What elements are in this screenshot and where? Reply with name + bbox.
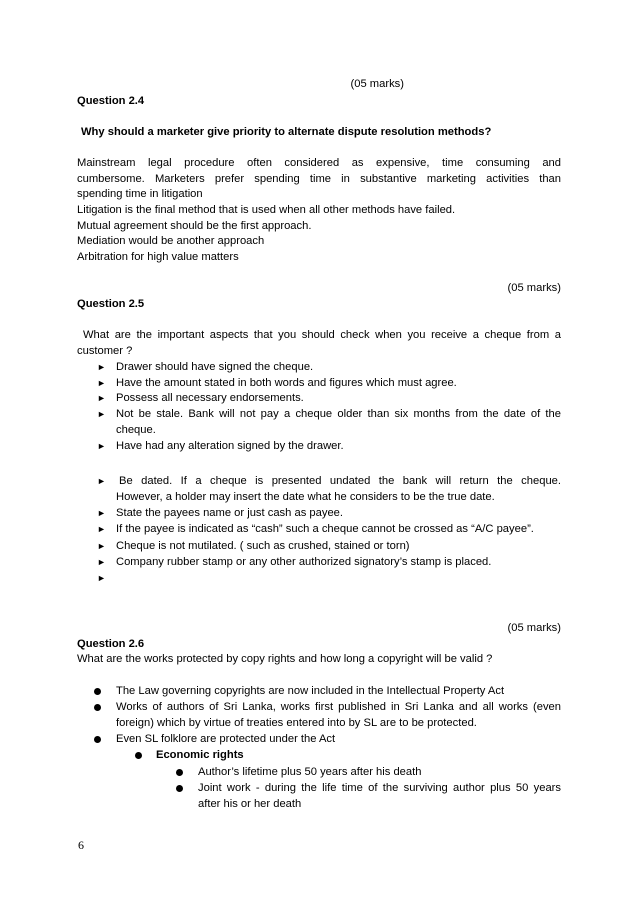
document-page [77,0,561,903]
bullet-arrow-icon: ► [97,524,106,534]
answer-line: cumbersome. Marketers prefer spending time in substantive marketing activities than [77,173,561,185]
sub-list-item-continuation: after his or her death [198,798,302,810]
marks-label: (05 marks) [507,622,561,634]
bullet-dot-icon [94,736,101,743]
bullet-arrow-icon: ► [97,362,106,372]
marks-label: (05 marks) [507,282,561,294]
list-item: If the payee is indicated as “cash” such a cheque cannot be crossed as “A/C payee”. [116,523,534,535]
sub-list-item: Author’s lifetime plus 50 years after his death [198,766,422,778]
marks-label: (05 marks) [350,78,404,90]
list-item: Not be stale. Bank will not pay a cheque older than six months from the date of the [116,408,561,420]
list-item: Company rubber stamp or any other authorized signatory’s stamp is placed. [116,556,492,568]
answer-line: Arbitration for high value matters [77,251,239,263]
question-heading: Question 2.5 [77,298,145,310]
bullet-dot-icon [135,752,142,759]
answer-line: Mainstream legal procedure often considered as expensive, time consuming and [77,157,561,169]
bullet-arrow-icon: ► [97,378,106,388]
answer-line: Mutual agreement should be the first approach. [77,220,312,232]
list-item: The Law governing copyrights are now included in the Intellectual Property Act [116,685,505,697]
bullet-dot-icon [176,785,183,792]
question-text: customer ? [77,345,133,357]
page-number: 6 [78,838,84,852]
bullet-arrow-icon: ► [97,508,106,518]
list-item: Works of authors of Sri Lanka, works first published in Sri Lanka and all works (even [116,701,561,713]
bullet-arrow-icon: ► [97,541,106,551]
bullet-dot-icon [94,688,101,695]
list-item-continuation: However, a holder may insert the date what he considers to be the true date. [116,491,495,503]
list-item: Be dated. If a cheque is presented undated the bank will return the cheque. [119,475,561,487]
question-text: Why should a marketer give priority to alternate dispute resolution methods? [81,126,492,138]
bullet-arrow-icon: ► [97,441,106,451]
bullet-dot-icon [176,769,183,776]
sub-heading: Economic rights [156,749,244,761]
list-item-continuation: foreign) which by virtue of treaties entered into by SL are to be protected. [116,717,477,729]
bullet-arrow-icon: ► [97,573,106,583]
bullet-arrow-icon: ► [97,476,106,486]
question-heading: Question 2.4 [77,95,145,107]
bullet-dot-icon [94,704,101,711]
question-heading: Question 2.6 [77,638,145,650]
bullet-arrow-icon: ► [97,409,106,419]
sub-list-item: Joint work - during the life time of the surviving author plus 50 years [198,782,561,794]
list-item: Have had any alteration signed by the drawer. [116,440,344,452]
answer-line: Mediation would be another approach [77,235,265,247]
list-item: Drawer should have signed the cheque. [116,361,314,373]
question-text: What are the important aspects that you should check when you receive a cheque from a [83,329,561,341]
answer-line: Litigation is the final method that is used when all other methods have failed. [77,204,456,216]
list-item: State the payees name or just cash as payee. [116,507,343,519]
list-item: Possess all necessary endorsements. [116,392,304,404]
bullet-arrow-icon: ► [97,557,106,567]
answer-line: spending time in litigation [77,188,203,200]
list-item-continuation: cheque. [116,424,156,436]
question-text: What are the works protected by copy rights and how long a copyright will be valid ? [77,653,493,665]
bullet-arrow-icon: ► [97,393,106,403]
list-item: Even SL folklore are protected under the Act [116,733,336,745]
list-item: Cheque is not mutilated. ( such as crushed, stained or torn) [116,540,410,552]
list-item: Have the amount stated in both words and figures which must agree. [116,377,457,389]
